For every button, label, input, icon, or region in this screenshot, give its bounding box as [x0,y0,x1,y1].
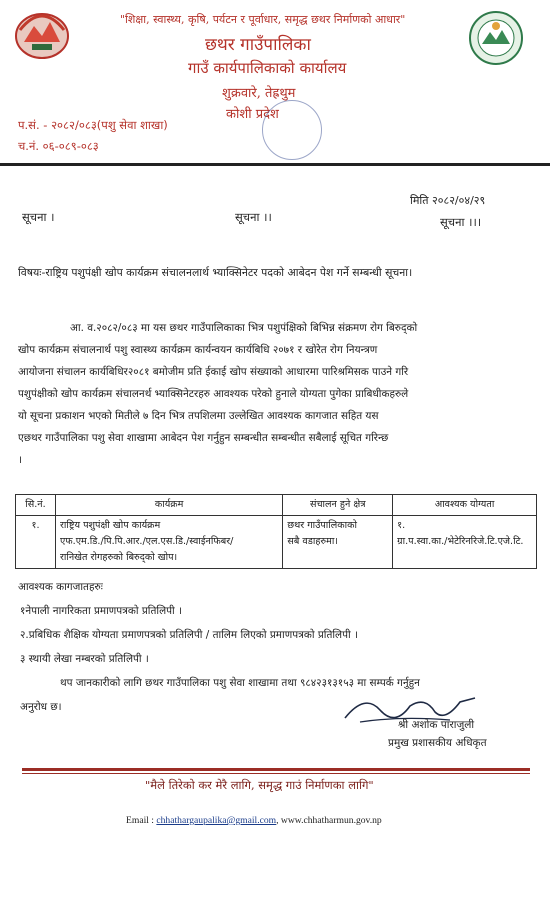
table-row [16,516,537,569]
municipality-name: छथर गाउँपालिका [205,35,311,55]
email-label: Email : [126,815,157,826]
qualification-line: १. [397,520,406,531]
notice-sucana-left: सूचना । [22,210,55,224]
footer-slogan: "मैले तिरेको कर मेरै लागि, समृद्ध गाउं निर्माणका लागि" [145,778,374,792]
document-item: २.प्रबिधिक शैक्षिक योग्यता प्रमाणपत्रको प्रतिलिपी / तालिम लिएको प्रमाणपत्रको प्रतिलिपी । [20,629,358,641]
notice-sucana-right: सूचना ।।। [440,215,482,229]
documents-heading: आवश्यक कागजातहरुः [18,581,103,593]
footer-rule-thin [22,773,530,774]
qualification-line: ग्रा.प.स्वा.का./भेटेरिनरिजे.टि.एजे.टि. [397,536,524,547]
contact-line: अनुरोध छ। [20,701,62,713]
email-link[interactable]: chhathargaupalika@gmail.com [156,815,277,826]
notice-subject: विषयः-राष्ट्रिय पशुपंक्षी खोप कार्यक्रम संचालनलार्थ भ्याक्सिनेटर पदको आबेदन पेश गर्ने सम्बन्धी सूचना। [18,266,413,279]
document-item: १नेपाली नागरिकता प्रमाणपत्रको प्रतिलिपी । [20,605,182,617]
table-cell-sn: १. [16,516,56,569]
body-line: पशुपंक्षीको खोप कार्यक्रम संचालनर्थ भ्याक्सिनेटरहरु आवश्यक परेको हुनाले योग्यता पुगेका प्राबिधीकहरुले [18,388,409,400]
office-round-stamp [262,100,322,160]
chalani-number: च.नं. ०६-०८९-०८३ [18,139,99,153]
program-line: राष्ट्रिय पशुपंक्षी खोप कार्यक्रम [59,520,161,531]
office-location: शुक्रवारे, तेह्रथुम [222,86,296,101]
table-cell-program [55,516,282,569]
website-link[interactable]: , www.chhatharmun.gov.np [276,815,382,826]
table-header-cell: सि.नं. [16,495,56,516]
table-cell-area [283,516,393,569]
body-line: यो सूचना प्रकाशन भएको मितीले ७ दिन भित्र तपशिलमा उल्लेखित आवश्यक कागजात सहित यस [18,410,379,422]
body-line: आ. व.२०८२/०८३ मा यस छथर गाउँपालिकाका भित्र पशुपंक्षिको बिभिन्न संक्रमण रोग बिरुद्को [70,322,418,334]
table-header-cell: संचालन हुने क्षेत्र [283,495,393,516]
body-line: खोप कार्यक्रम संचालनार्थ पशु स्वास्थ्य कार्यक्रम कार्यन्वयन कार्यबिधि २०७१ र खोरेत रोग नियन्त्रण [18,344,378,356]
chhathar-municipality-logo [468,10,524,66]
requirements-table [15,494,537,569]
table-header-cell: आवश्यक योग्यता [393,495,537,516]
body-line: एछथर गाउँपालिका पशु सेवा शाखामा आबेदन पेश गर्नुहुन सम्बन्धीत सम्बन्धीत सबैलाई सूचित गरिन्छ [18,432,389,444]
nepal-emblem-logo [12,6,72,60]
table-header-cell: कार्यक्रम [55,495,282,516]
table-header-row [16,495,537,516]
body-line: आयोजना संचालन कार्यबिधिर२०८१ बमोजीम प्रति ईकाई खोप संख्याको आधारमा पारिश्रमिसक पाउने गरि [18,366,409,378]
signatory-name: श्री अशोक पाराजुली [398,719,475,731]
program-line: रानिखेत रोगहरुको बिरुद्को खोप। [59,552,178,563]
patra-sankhya: प.सं. - २०८२/०८३(पशु सेवा शाखा) [18,118,168,132]
notice-sucana-center: सूचना ।। [235,210,272,224]
notice-date: मिति २०८२/०४/२९ [410,194,486,207]
document-item: ३ स्थायी लेखा नम्बरको प्रतिलिपी । [20,653,149,665]
area-line: सबै वडाहरुमा। [287,536,339,547]
municipality-motto: "शिक्षा, स्वास्थ्य, कृषि, पर्यटन र पूर्वाधार, समृद्ध छथर निर्माणको आधार" [120,13,406,26]
province-name: कोशी प्रदेश [226,107,279,122]
header-divider [0,163,550,166]
contact-line: थप जानकारीको लागि छथर गाउँपालिका पशु सेवा शाखामा तथा ९८४२३१३१५३ मा सम्पर्क गर्नुहुन [60,677,420,689]
area-line: छथर गाउँपालिकाको [287,520,357,531]
footer-rule-thick [22,768,530,771]
body-line: । [18,454,22,466]
office-name: गाउँ कार्यपालिकाको कार्यालय [188,59,347,77]
table-cell-qualification [393,516,537,569]
signatory-designation: प्रमुख प्रशासकीय अधिकृत [388,737,487,749]
program-line: एफ.एम.डि./पि.पि.आर./एल.एस.डि./स्वाईनफिबर/ [59,536,234,547]
